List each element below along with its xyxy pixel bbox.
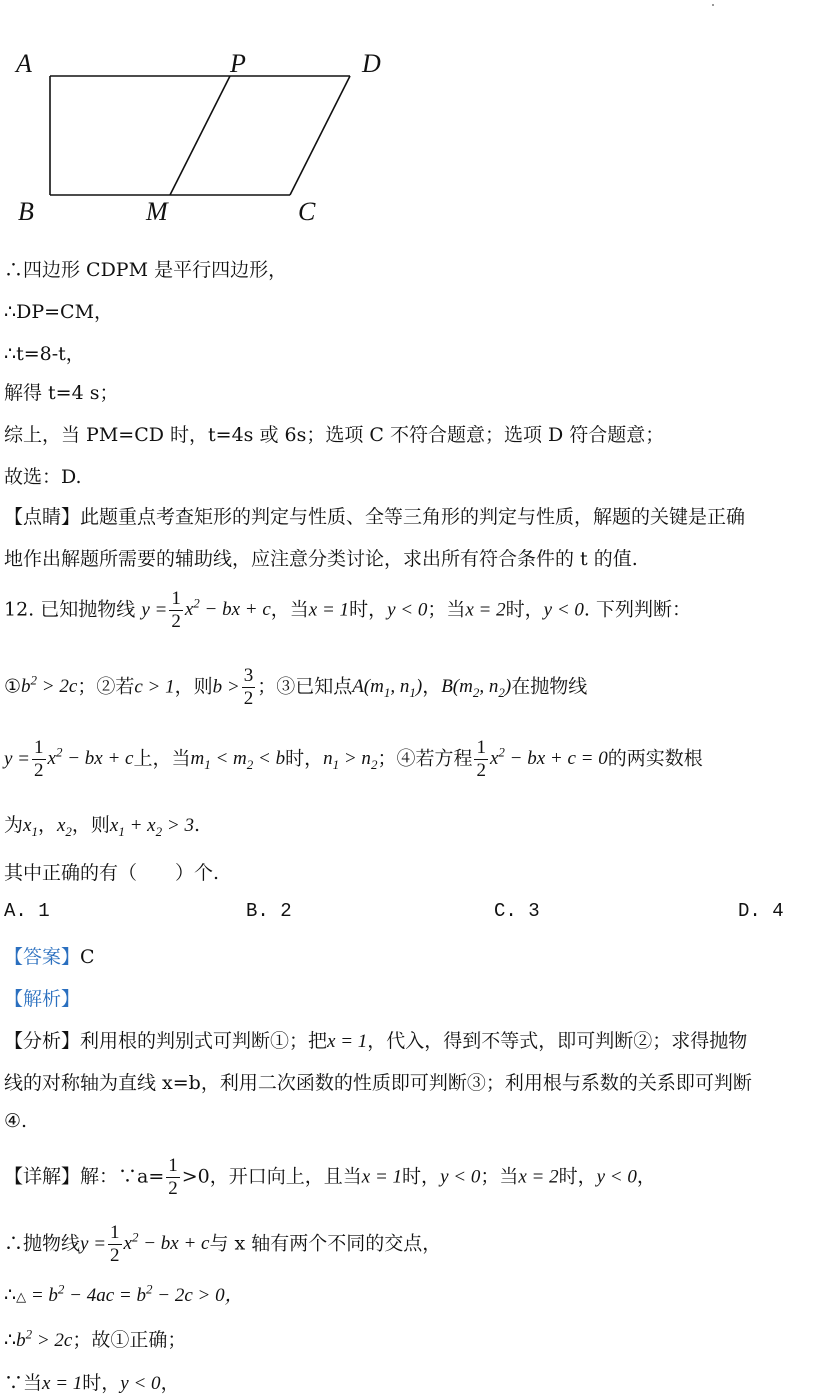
label-d: D — [362, 49, 381, 78]
text-line: 综上，当 PM=CD 时，t=4s 或 6s；选项 C 不符合题意；选项 D 符合题意； — [4, 424, 665, 446]
tag-analysis: 【解析】 — [4, 988, 81, 1010]
q12-text: ；当 — [427, 598, 466, 621]
xiangjie-text: ∵当 — [4, 1372, 43, 1394]
math-expr: y = — [141, 599, 168, 621]
xiangjie-line-5 — [4, 1368, 180, 1395]
math-expr: $x^2$ − bx + c — [184, 596, 271, 621]
option-a[interactable]: A. 1 — [4, 900, 50, 922]
math-expr: y < 0 — [596, 1166, 637, 1188]
text-line: 故选：D. — [4, 466, 82, 488]
q12-text: ， — [422, 675, 442, 698]
xiangjie-text: ∴ — [4, 1284, 17, 1306]
math-expr: $x_1$ — [23, 815, 38, 839]
math-expr: $n_1 > n_2$ — [323, 748, 378, 773]
math-expr: $b^2 > 2c$ — [21, 673, 78, 698]
xiangjie-text: 时， — [402, 1165, 441, 1188]
math-expr: x = 1 — [308, 599, 350, 621]
text-line: 解得 t=4 s； — [4, 382, 119, 404]
q12-line-3 — [4, 737, 703, 782]
answer-value: C — [80, 946, 95, 968]
math-expr: y < 0 — [543, 599, 584, 621]
q12-text: 上，当 — [133, 747, 191, 770]
xiangjie-text: ， — [636, 1165, 656, 1188]
tag-answer: 【答案】 — [4, 946, 81, 968]
xiangjie-line-3 — [4, 1280, 244, 1307]
answer-line — [4, 942, 95, 969]
fenxi-line-1 — [4, 1026, 747, 1053]
math-expr: x = 1 — [42, 1373, 83, 1394]
math-expr: $x_2$ — [56, 815, 72, 839]
math-expr: y < 0 — [120, 1373, 161, 1394]
xiangjie-text: 解：∵a= — [80, 1165, 165, 1188]
xiangjie-text: ∴抛物线 — [4, 1232, 81, 1255]
fraction: $\frac{1}{2}$ — [34, 737, 44, 781]
fenxi-text: ，代入，得到不等式，即可判断②；求得抛物 — [367, 1030, 748, 1052]
label-b: B — [18, 197, 34, 226]
q12-text: . — [193, 814, 200, 836]
tag-xiangjie: 【详解】 — [4, 1165, 81, 1188]
xiangjie-text: 时， — [82, 1372, 121, 1394]
xiangjie-text: ；故①正确； — [72, 1329, 187, 1351]
label-c: C — [298, 197, 316, 226]
math-expr: $b^2 > 2c$ — [16, 1326, 73, 1351]
math-expr: $B(m_2$, $n_2$) — [441, 676, 512, 701]
tag-dianjing: 【点睛】 — [4, 506, 81, 528]
q12-line-4 — [4, 810, 200, 840]
q12-line-2 — [4, 665, 587, 710]
q12-text: ，当 — [270, 598, 309, 621]
parallelogram-figure — [0, 40, 420, 270]
xiangjie-line-4 — [4, 1325, 186, 1352]
option-b[interactable]: B. 2 — [246, 900, 292, 922]
math-expr: x = 1 — [327, 1031, 368, 1052]
math-expr: y < 0 — [440, 1166, 481, 1188]
math-expr: y < 0 — [387, 599, 428, 621]
q12-line-1 — [4, 588, 691, 633]
math-expr: x = 2 — [518, 1166, 559, 1188]
math-expr: $x^2$ − bx + c = 0 — [489, 745, 608, 770]
q12-text: 时， — [285, 747, 324, 770]
q12-text: 12. 已知抛物线 — [4, 598, 136, 621]
math-expr: $m_1 < m_2 < b$ — [190, 748, 286, 773]
math-expr: x = 1 — [361, 1166, 403, 1188]
speck — [712, 4, 714, 6]
xiangjie-text: ；当 — [480, 1165, 519, 1188]
xiangjie-line-2 — [4, 1222, 441, 1267]
q12-text: 为 — [4, 814, 24, 836]
math-expr: b > — [212, 676, 240, 698]
text-line — [4, 502, 745, 529]
math-expr: $x^2$ − bx + c — [47, 745, 134, 770]
xiangjie-text: 与 x 轴有两个不同的交点， — [209, 1232, 442, 1255]
math-expr: $x_1 + x_2 > 3$ — [109, 815, 194, 839]
math-expr: $x^2$ − bx + c — [123, 1230, 210, 1255]
math-expr: c > 1 — [134, 676, 175, 698]
label-p: P — [230, 49, 246, 78]
q12-text: ；③已知点 — [257, 675, 353, 698]
q12-text: 的两实数根 — [607, 747, 703, 770]
math-expr: y = — [80, 1233, 107, 1255]
q12-text: . 下列判断： — [583, 598, 691, 621]
dianjing-text: 此题重点考查矩形的判定与性质、全等三角形的判定与性质，解题的关键是正确 — [80, 506, 746, 528]
xiangjie-line-1 — [4, 1155, 656, 1200]
q12-text: ， — [37, 814, 57, 836]
q12-text: ① — [4, 675, 22, 698]
text-line: ∴四边形 CDPM 是平行四边形， — [4, 259, 288, 281]
xiangjie-text: 时， — [558, 1165, 597, 1188]
math-expr: y = — [4, 748, 31, 770]
text-line: ∴t=8-t， — [4, 343, 85, 365]
fraction: $\frac{3}{2}$ — [243, 665, 254, 709]
fraction: $\frac{1}{2}$ — [110, 1222, 120, 1266]
fraction: $\frac{1}{2}$ — [476, 737, 486, 781]
q12-text: 时， — [349, 598, 388, 621]
xiangjie-text: ∴ — [4, 1329, 17, 1351]
text-line: ∴DP=CM， — [4, 301, 114, 323]
fenxi-line-3: ④. — [4, 1110, 28, 1132]
math-expr: x = 2 — [465, 599, 506, 621]
q12-text: 时， — [505, 598, 544, 621]
q12-text: ，则 — [174, 675, 213, 698]
fraction: $\frac{1}{2}$ — [171, 588, 181, 632]
option-c[interactable]: C. 3 — [494, 900, 540, 922]
xiangjie-text: ， — [160, 1372, 180, 1394]
label-m: M — [146, 197, 168, 226]
label-a: A — [16, 49, 32, 78]
text-line: 地作出解题所需要的辅助线，应注意分类讨论，求出所有符合条件的 t 的值. — [4, 548, 638, 570]
math-expr: △ = $b^2 - 4ac = b^2 - 2c > 0$， — [16, 1281, 244, 1306]
q12-text: ，则 — [71, 814, 110, 836]
fenxi-line-2: 线的对称轴为直线 x=b，利用二次函数的性质即可判断③；利用根与系数的关系即可判断 — [4, 1072, 752, 1094]
math-expr: $A(m_1$, $n_1$) — [352, 676, 423, 701]
q12-text: ；②若 — [77, 675, 135, 698]
q12-text: ；④若方程 — [377, 747, 473, 770]
q12-text: 在抛物线 — [511, 675, 588, 698]
xiangjie-text: >0，开口向上，且当 — [181, 1165, 362, 1188]
fenxi-text: 利用根的判别式可判断①；把 — [80, 1030, 328, 1052]
option-d[interactable]: D. 4 — [738, 900, 784, 922]
fraction: $\frac{1}{2}$ — [168, 1155, 178, 1199]
tag-fenxi: 【分析】 — [4, 1030, 81, 1052]
q12-line-5: 其中正确的有（ ）个. — [4, 862, 220, 884]
